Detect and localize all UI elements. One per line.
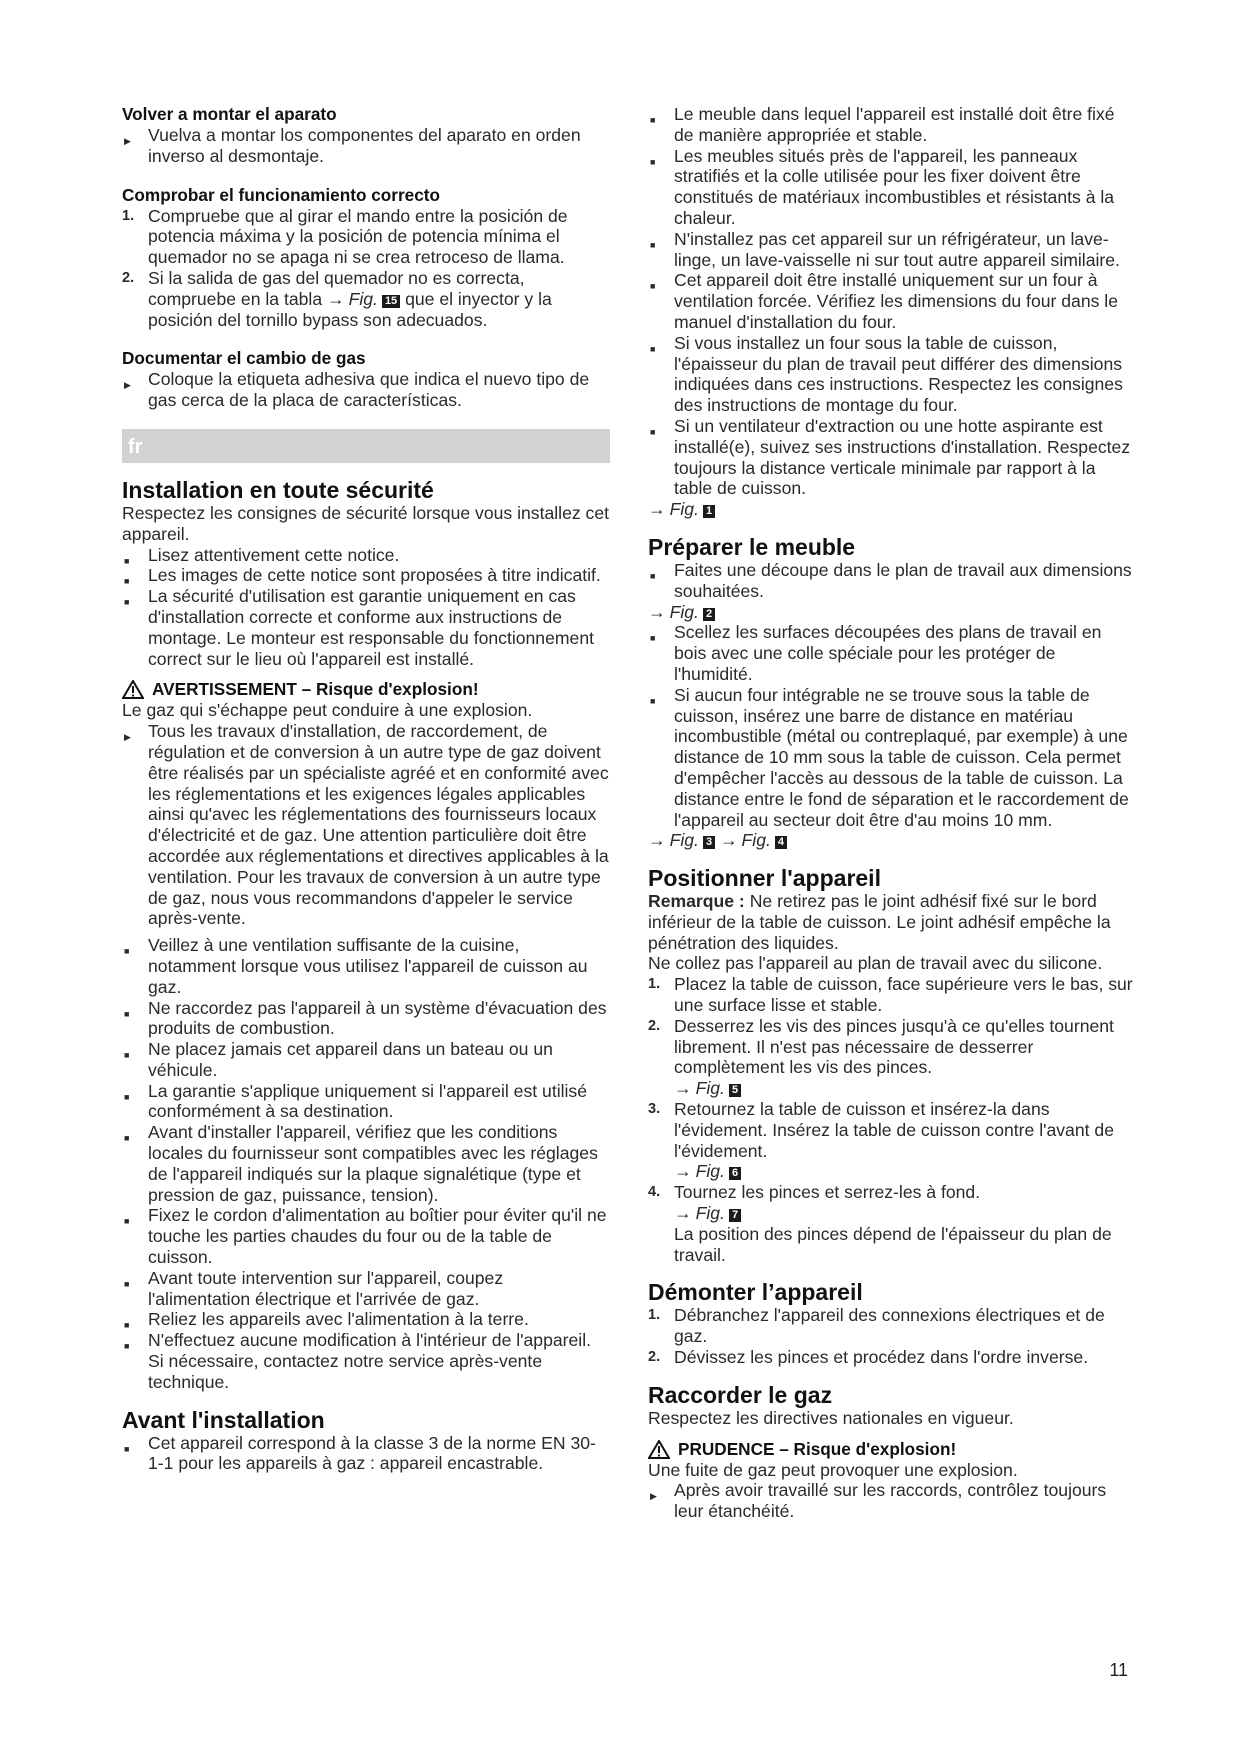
arrow-icon: → bbox=[719, 830, 738, 851]
square-bullet-icon: ■ bbox=[650, 281, 656, 292]
list-item: ■ Reliez les appareils avec l'alimentation à la terre. bbox=[122, 1309, 610, 1330]
list-item: 2. Si la salida de gas del quemador no es correcta, compruebe en la tabla → Fig. 15 que el inyector y la posición del tornillo bypass son adecuados. bbox=[122, 267, 552, 330]
list-item: ■ Avant toute intervention sur l'appareil, coupez l'alimentation électrique et l'arrivée de gaz. bbox=[124, 1267, 504, 1309]
caution-heading: PRUDENCE – Risque d'explosion! bbox=[648, 1439, 1138, 1460]
list-item: ■ Veillez à une ventilation suffisante de la cuisine, notamment lorsque vous utilisez l'appareil de cuisson au gaz. bbox=[124, 935, 588, 997]
list-item: ■ Si vous installez un four sous la table de cuisson, l'épaisseur du plan de travail peut différer des dimensions indiquées dans ces instructions. Respectez les consignes des instructions de montage du four. bbox=[650, 332, 1123, 416]
list-item: 3. Retournez la table de cuisson et insérez-la dans l'évidement. Insérez la table de cuisson contre l'avant de l'évidement. → Fig. 6 bbox=[648, 1099, 1138, 1182]
square-bullet-icon: ■ bbox=[650, 115, 656, 125]
step-note: La position des pinces dépend de l'épaisseur du plan de travail. bbox=[674, 1223, 1112, 1265]
list-item: ■ La sécurité d'utilisation est garantie uniquement en cas d'installation correcte et conforme aux instructions de montage. Le monteur est responsable du fonctionnement correct sur le lieu où l'appareil est installé. bbox=[124, 586, 594, 669]
arrow-icon: → bbox=[648, 830, 666, 851]
preparer-list-1 bbox=[648, 560, 1138, 602]
list-item: ▶ Vuelva a montar los componentes del aparato en orden inverso al desmontaje. bbox=[124, 125, 581, 166]
list-item: ▶ Après avoir travaillé sur les raccords, contrôlez toujours leur étanchéité. bbox=[650, 1480, 1107, 1522]
list-item: 1. Débranchez l'appareil des connexions électriques et de gaz. bbox=[648, 1305, 1105, 1347]
list-item: ■ N'effectuez aucune modification à l'intérieur de l'appareil. Si nécessaire, contactez notre service après-vente technique. bbox=[124, 1330, 592, 1392]
square-bullet-icon: ■ bbox=[124, 1443, 130, 1454]
square-bullet-icon: ■ bbox=[124, 1133, 130, 1144]
figure-reference: → Fig. 3 → Fig. 4 bbox=[648, 830, 1138, 851]
list-item: ■ N'installez pas cet appareil sur un réfrigérateur, un lave-linge, un lave-vaisselle ni sur tout autre appareil similaire. bbox=[650, 228, 1120, 270]
avant-heading: Avant l'installation bbox=[122, 1406, 325, 1433]
figure-ref-badge: 7 bbox=[729, 1209, 741, 1222]
figure-reference: → Fig. 2 bbox=[648, 602, 1138, 623]
raccorder-heading: Raccorder le gaz bbox=[648, 1381, 833, 1408]
avant-list-left bbox=[122, 1433, 610, 1475]
triangle-bullet-icon: ▶ bbox=[124, 732, 131, 743]
warning-triangle-icon bbox=[122, 680, 144, 699]
language-section-bar: fr bbox=[122, 429, 610, 463]
positionner-heading: Positionner l'appareil bbox=[648, 865, 881, 892]
figure-reference: → Fig. 7 bbox=[674, 1203, 1138, 1224]
arrow-icon: → bbox=[674, 1203, 692, 1224]
install-heading: Installation en toute sécurité bbox=[122, 476, 434, 503]
figure-ref-badge: 3 bbox=[703, 836, 715, 849]
install-intro: Respectez les consignes de sécurité lorsque vous installez cet appareil. bbox=[122, 502, 610, 544]
triangle-bullet-icon: ▶ bbox=[124, 136, 131, 146]
list-item: ■ La garantie s'applique uniquement si l'appareil est utilisé conformément à sa destination. bbox=[124, 1080, 588, 1122]
list-item: ▶ Coloque la etiqueta adhesiva que indica el nuevo tipo de gas cerca de la placa de características. bbox=[124, 369, 590, 411]
left-column bbox=[122, 104, 610, 1474]
figure-reference: → Fig. 6 bbox=[674, 1161, 1138, 1182]
raccorder-intro: Respectez les directives nationales en vigueur. bbox=[648, 1407, 1014, 1428]
es-documentar-heading: Documentar el cambio de gas bbox=[122, 348, 366, 369]
page-number: 11 bbox=[1109, 1660, 1128, 1680]
positionner-steps bbox=[648, 974, 1138, 1265]
figure-ref-badge: 4 bbox=[775, 836, 787, 849]
square-bullet-icon: ■ bbox=[124, 1216, 130, 1227]
square-bullet-icon: ■ bbox=[124, 555, 130, 566]
install-list-2 bbox=[122, 935, 610, 1393]
right-column bbox=[648, 104, 1138, 1522]
warning-heading: AVERTISSEMENT – Risque d'explosion! bbox=[122, 679, 610, 700]
list-item: ▶ Tous les travaux d'installation, de raccordement, de régulation et de conversion à un autre type de gaz doivent être réalisés par un spécialiste agréé et en conformité avec les réglementations et les exigences légales applicables ainsi qu'avec les réglementations des fournisseurs locaux d'électricité et de gaz. Une attention particulière doit être accordée aux réglementations et directives applicables à la ventilation. Pour les travaux de conversion à un autre type de gaz, nous vous recommandons d'appeler le service après-vente. bbox=[124, 721, 609, 929]
arrow-icon: → bbox=[674, 1078, 692, 1099]
avant-list-right bbox=[648, 104, 1138, 499]
remarque-note: Remarque : Ne retirez pas le joint adhésif fixé sur le bord inférieur de la table de cuisson. Le joint adhésif empêche la pénétration des liquides. bbox=[648, 891, 1111, 953]
list-item: ■ Ne raccordez pas l'appareil à un système d'évacuation des produits de combustion. bbox=[124, 997, 607, 1039]
triangle-bullet-icon: ▶ bbox=[650, 1491, 657, 1502]
square-bullet-icon: ■ bbox=[650, 156, 656, 167]
es-comprobar-heading: Comprobar el funcionamiento correcto bbox=[122, 184, 441, 205]
figure-reference: → Fig. 5 bbox=[674, 1078, 1138, 1099]
triangle-bullet-icon: ▶ bbox=[124, 380, 131, 391]
square-bullet-icon: ■ bbox=[124, 1341, 130, 1352]
warning-text: Le gaz qui s'échappe peut conduire à une explosion. bbox=[122, 700, 533, 721]
square-bullet-icon: ■ bbox=[650, 695, 656, 706]
list-item: ■ Fixez le cordon d'alimentation au boîtier pour éviter qu'il ne touche les parties chaudes du four ou de la table de cuisson. bbox=[124, 1205, 607, 1268]
square-bullet-icon: ■ bbox=[650, 343, 656, 354]
square-bullet-icon: ■ bbox=[124, 1091, 130, 1102]
list-item: ■ Le meuble dans lequel l'appareil est installé doit être fixé de manière appropriée et stable. bbox=[650, 104, 1115, 145]
figure-reference: → Fig. 1 bbox=[648, 499, 1138, 520]
square-bullet-icon: ■ bbox=[650, 239, 656, 250]
es-documentar-list bbox=[122, 369, 610, 411]
figure-ref-badge: 2 bbox=[703, 608, 715, 621]
square-bullet-icon: ■ bbox=[124, 597, 130, 608]
demonter-steps bbox=[648, 1305, 1138, 1367]
demonter-heading: Démonter l’appareil bbox=[648, 1279, 863, 1306]
arrow-icon: → bbox=[674, 1161, 692, 1182]
figure-ref-badge: 5 bbox=[729, 1084, 741, 1097]
square-bullet-icon: ■ bbox=[124, 1050, 130, 1061]
list-item: ■ Cet appareil correspond à la classe 3 de la norme EN 30-1-1 pour les appareils à gaz : appareil encastrable. bbox=[124, 1432, 596, 1474]
arrow-icon: → bbox=[327, 288, 345, 309]
figure-ref-badge: 15 bbox=[382, 295, 400, 308]
preparer-heading: Préparer le meuble bbox=[648, 533, 856, 560]
list-item: ■ Lisez attentivement cette notice. bbox=[122, 545, 610, 566]
silicone-note: Ne collez pas l'appareil au plan de travail avec du silicone. bbox=[648, 953, 1103, 974]
list-item: ■ Si un ventilateur d'extraction ou une hotte aspirante est installé(e), suivez ses instructions d'installation. Respectez toujours la distance verticale minimale par rapport à la table de cuisson. bbox=[650, 415, 1131, 499]
square-bullet-icon: ■ bbox=[650, 633, 656, 644]
list-item: ■ Les images de cette notice sont proposées à titre indicatif. bbox=[122, 565, 610, 586]
list-item: 1. Compruebe que al girar el mando entre la posición de potencia máxima y la posición de potencia mínima el quemador no se apaga ni se crea retroceso de llama. bbox=[122, 205, 568, 268]
arrow-icon: → bbox=[648, 499, 666, 520]
caution-text: Une fuite de gaz peut provoquer une explosion. bbox=[648, 1459, 1018, 1480]
es-volver-list bbox=[122, 125, 610, 167]
square-bullet-icon: ■ bbox=[124, 1278, 130, 1289]
square-bullet-icon: ■ bbox=[124, 946, 130, 957]
raccorder-action-list bbox=[648, 1480, 1138, 1522]
list-item: ■ Cet appareil doit être installé uniquement sur un four à ventilation forcée. Vérifiez les dimensions du four dans le manuel d'installation du four. bbox=[650, 270, 1118, 332]
preparer-list-2 bbox=[648, 622, 1138, 830]
square-bullet-icon: ■ bbox=[124, 576, 130, 587]
list-item: ■ Les meubles situés près de l'appareil, les panneaux stratifiés et la colle utilisée pour les fixer doivent être constitués de matériaux incombustibles et résistants à la chaleur. bbox=[650, 145, 1115, 228]
es-volver-heading: Volver a montar el aparato bbox=[122, 104, 337, 124]
list-item: ■ Avant d'installer l'appareil, vérifiez que les conditions locales du fournisseur sont compatibles avec les réglages de l'appareil indiqués sur la plaque signalétique (type et pression de gaz, puissance, tension). bbox=[124, 1122, 598, 1205]
list-item: ■ Ne placez jamais cet appareil dans un bateau ou un véhicule. bbox=[124, 1039, 553, 1080]
list-item: 1. Placez la table de cuisson, face supérieure vers le bas, sur une surface lisse et stable. bbox=[648, 974, 1133, 1016]
list-item: 4. Tournez les pinces et serrez-les à fond. → Fig. 7 La position des pinces dépend de l'épaisseur du plan de travail. bbox=[648, 1182, 1138, 1265]
list-item: ■ Si aucun four intégrable ne se trouve sous la table de cuisson, insérez une barre de distance en matériau incombustible (métal ou contreplaqué, par exemple) à une distance de 10 mm sous la table de cuisson. Cela permet d'empêcher l'accès au dessous de la table de cuisson. La distance entre le fond de séparation et le raccordement de l'appareil au secteur doit être d'au moins 10 mm. bbox=[650, 684, 1129, 830]
list-item: ■ Scellez les surfaces découpées des plans de travail en bois avec une colle spéciale pour les protéger de l'humidité. bbox=[650, 622, 1102, 684]
square-bullet-icon: ■ bbox=[650, 570, 656, 581]
list-item: 2. Dévissez les pinces et procédez dans l'ordre inverse. bbox=[648, 1347, 1089, 1368]
square-bullet-icon: ■ bbox=[124, 1008, 130, 1019]
es-comprobar-list bbox=[122, 206, 610, 331]
warning-triangle-icon bbox=[648, 1440, 670, 1459]
install-list bbox=[122, 545, 610, 670]
warning-action-list bbox=[122, 721, 610, 929]
square-bullet-icon: ■ bbox=[124, 1320, 130, 1331]
arrow-icon: → bbox=[648, 601, 666, 622]
figure-ref-badge: 1 bbox=[703, 505, 715, 518]
list-item: 2. Desserrez les vis des pinces jusqu'à ce qu'elles tournent librement. Il n'est pas nécessaire de desserrer complètement les vis des pinces. → Fig. 5 bbox=[648, 1016, 1138, 1099]
square-bullet-icon: ■ bbox=[650, 426, 656, 437]
list-item: ■ Faites une découpe dans le plan de travail aux dimensions souhaitées. bbox=[650, 559, 1132, 601]
figure-ref-badge: 6 bbox=[729, 1167, 741, 1180]
